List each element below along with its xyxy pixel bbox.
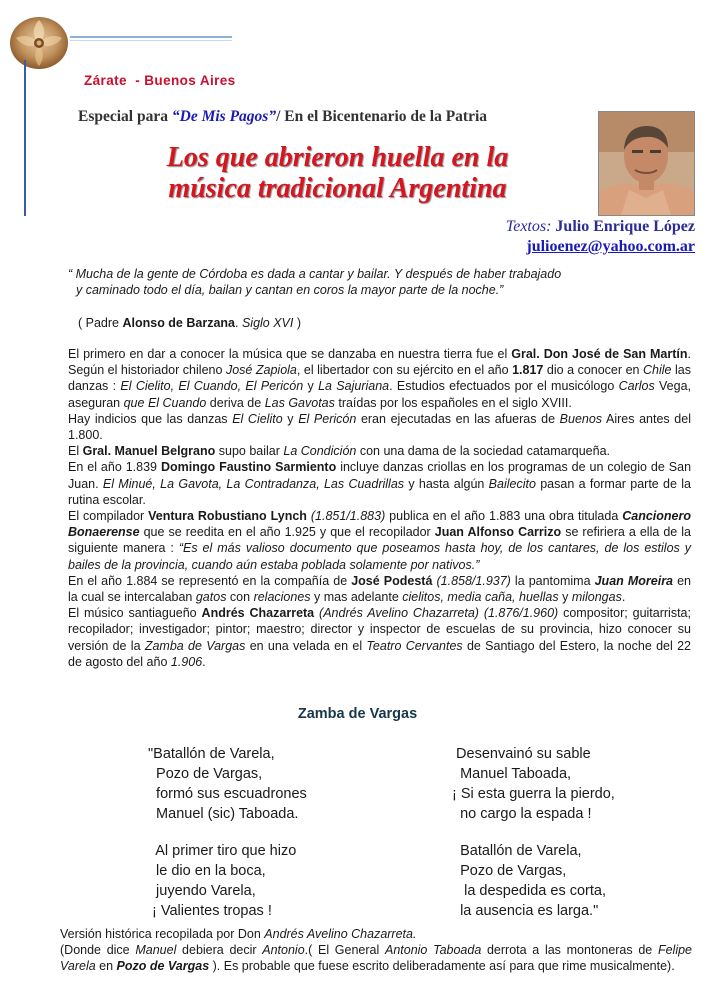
text-run: ). Es probable que fuese escrito deliberadamente así para que rime musicalmente). — [209, 959, 675, 973]
text-run: Chile — [643, 363, 672, 378]
text-run: El compilador — [68, 509, 149, 524]
text-run: Domingo Faustino Sarmiento — [160, 460, 337, 475]
text-run: Juan Alfonso Carrizo — [434, 525, 562, 540]
location-heading: Zárate - Buenos Aires — [84, 73, 236, 88]
text-run: . — [621, 590, 626, 605]
text-run: La Sajuriana — [318, 379, 390, 394]
text-run: (Andrés Avelino Chazarreta) (1.876/1.960) — [319, 606, 559, 621]
footnote-remark — [60, 942, 692, 974]
text-run: . Estudios efectuados por el musicólogo — [389, 379, 619, 394]
text-run: José Zapiola — [225, 363, 297, 378]
paragraph — [68, 346, 691, 411]
text-run: derrota a las montoneras de — [481, 943, 658, 957]
text-run: y — [558, 590, 572, 605]
citation-sep: . — [235, 316, 242, 330]
magazine-name: “De Mis Pagos” — [171, 108, 277, 125]
special-prefix: Especial para — [78, 108, 172, 125]
text-run: El — [68, 444, 83, 459]
text-run: .( El General — [304, 943, 385, 957]
text-run: El Pericón — [298, 411, 357, 426]
special-suffix: / En el Bicentenario de la Patria — [276, 108, 488, 125]
text-run: 1.817 — [512, 363, 544, 378]
text-run: 1.906 — [170, 654, 203, 669]
text-run: Ventura Robustiano Lynch — [148, 509, 307, 524]
text-run: . Según el historiador chileno — [68, 347, 691, 378]
article-title — [60, 142, 615, 204]
text-run: (1.851/1.883) — [310, 509, 386, 524]
epigraph-citation — [78, 316, 301, 330]
footnote-source — [60, 926, 692, 942]
text-run: En el año 1.839 — [68, 460, 161, 475]
text-run: En el año 1.884 se representó en la compañía de — [68, 573, 352, 588]
text-run: relaciones — [253, 590, 311, 605]
text-run: Gral. Don José de San Martín — [511, 347, 688, 361]
paragraph — [68, 573, 691, 605]
text-run: deriva de — [206, 395, 265, 410]
text-run: y — [282, 411, 299, 426]
citation-author: Alonso de Barzana — [122, 316, 235, 330]
text-run: Buenos — [559, 411, 603, 426]
text-run: Hay indicios que las danzas — [68, 411, 233, 426]
text-run: milongas — [571, 590, 622, 605]
citation-open: ( Padre — [78, 316, 123, 330]
text-run: incluye danzas criollas en los programas de un colegio de San Juan. — [68, 460, 692, 491]
text-run: en una velada en el — [245, 638, 367, 653]
citation-period: Siglo XVI — [241, 316, 294, 330]
text-run: Aires antes del 1.800. — [68, 411, 691, 443]
text-run: . — [202, 654, 206, 669]
text-run: Las Gavotas — [264, 395, 335, 410]
text-run: Zamba de Vargas — [144, 638, 246, 653]
text-run: Pozo de Vargas — [116, 959, 210, 973]
paragraph — [68, 459, 691, 508]
text-run: La Condición — [283, 444, 357, 459]
paragraph — [68, 411, 691, 443]
epigraph-line-1: “ Mucha de la gente de Córdoba es dada a cantar y bailar. Y después de haber trabajado — [68, 267, 562, 281]
text-run: Andrés Avelino Chazarreta. — [264, 927, 417, 941]
poem-stanza: Batallón de Varela, Pozo de Vargas, la despedida es corta, la ausencia es larga." — [460, 843, 606, 919]
poem-title: Zamba de Vargas — [297, 706, 418, 722]
text-run: Juan Moreira — [594, 573, 674, 588]
text-run: Carlos — [618, 379, 655, 394]
paragraph — [68, 605, 691, 670]
footnote — [60, 926, 692, 974]
text-run: que se reedita en el año 1.925 y que el recopilador — [139, 525, 435, 540]
text-run: José Podestá — [351, 573, 433, 588]
text-run: , el libertador con su ejército en el año — [296, 363, 513, 378]
text-run: Bailecito — [488, 476, 536, 491]
text-run: Antonio — [262, 943, 305, 957]
decorative-horizontal-line-thin — [70, 40, 232, 41]
text-run: cielitos, media caña, huellas — [402, 590, 559, 605]
text-run: publica en el año 1.883 una obra titulada — [385, 509, 623, 524]
article-body — [68, 346, 691, 670]
author-credit — [506, 218, 695, 236]
text-run: con — [226, 590, 254, 605]
text-run: se refiriera a ella de la siguiente manera : — [68, 525, 692, 556]
text-run: dio a conocer en — [543, 363, 643, 378]
text-run: eran ejecutadas en las afueras de — [356, 411, 560, 426]
text-run: El músico santiagueño — [68, 606, 202, 621]
author-label: Textos: — [505, 218, 552, 235]
text-run: que El Cuando — [123, 395, 207, 410]
text-run: Teatro Cervantes — [366, 638, 463, 653]
text-run: en la cual se intercalaban — [68, 573, 691, 605]
poem-stanza: Desenvainó su sable Manuel Taboada, ¡ Si esta guerra la pierdo, no cargo la espada ! — [452, 746, 615, 822]
text-run: con una dama de la sociedad catamarqueña. — [356, 444, 610, 459]
text-run: Manuel — [135, 943, 177, 957]
decorative-vertical-line — [24, 60, 26, 216]
paragraph — [68, 508, 691, 573]
text-run: gatos — [195, 590, 227, 605]
epigraph-quote — [68, 266, 668, 298]
text-run: Felipe Varela — [60, 943, 692, 973]
text-run: traídas por los españoles en el siglo XVIII. — [334, 395, 572, 410]
text-run: las danzas : — [68, 363, 692, 394]
text-run: Versión histórica recopilada por Don — [60, 927, 265, 941]
text-run: (1.858/1.937) — [436, 573, 511, 588]
text-run: El primero en dar a conocer la música que se danzaba en nuestra tierra fue el — [68, 347, 512, 361]
text-run: El Minué, La Gavota, La Contradanza, Las Cuadrillas — [102, 476, 405, 491]
text-run: Vega, aseguran — [68, 379, 692, 410]
author-email-link[interactable]: julioenez@yahoo.com.ar — [526, 238, 695, 255]
text-run: El Cielito — [232, 411, 283, 426]
text-run: El Cielito, El Cuando, El Pericón — [120, 379, 304, 394]
text-run: compositor; guitarrista; recopilador; investigador; pintor; maestro; director y inspector de escuelas de su provincia, hizo conocer su versión de la — [68, 606, 691, 653]
title-line-1: Los que abrieron huella en la — [166, 142, 509, 173]
rosette-logo-icon — [8, 14, 70, 72]
paragraph — [68, 443, 691, 459]
author-name: Julio Enrique López — [555, 218, 695, 235]
text-run: (Donde dice — [60, 943, 136, 957]
text-run: en — [95, 959, 117, 973]
poem-stanza: Al primer tiro que hizo le dio en la boca, juyendo Varela, ¡ Valientes tropas ! — [152, 843, 297, 919]
rosette-logo — [8, 14, 70, 72]
text-run: Cancionero Bonaerense — [68, 509, 691, 540]
special-edition-line — [78, 108, 487, 126]
text-run: Gral. Manuel Belgrano — [82, 444, 216, 459]
text-run: de Santiago del Estero, la noche del 22 de agosto del año — [68, 638, 691, 669]
decorative-horizontal-line — [70, 36, 232, 38]
text-run: Antonio Taboada — [384, 943, 482, 957]
text-run: pasan a formar parte de la rutina escolar. — [68, 476, 691, 507]
text-run: la pantomima — [510, 573, 595, 588]
text-run: y hasta algún — [404, 476, 489, 491]
text-run: supo bailar — [215, 444, 284, 459]
text-run: Andrés Chazarreta — [201, 606, 315, 621]
poem-stanza: "Batallón de Varela, Pozo de Vargas, formó sus escuadrones Manuel (sic) Taboada. — [148, 746, 307, 822]
author-portrait-icon — [599, 112, 694, 215]
text-run: “Es el más valioso documento que poseamos hasta hoy, de los cantares, de los estilos y bailes de la provincia, cuando aún estaba poblada solamente por nativos.” — [68, 541, 691, 572]
text-run: debiera decir — [176, 943, 263, 957]
citation-close: ) — [293, 316, 302, 330]
title-line-2: música tradicional Argentina — [168, 173, 507, 204]
epigraph-line-2: y caminado todo el día, bailan y cantan en coros la mayor parte de la noche.” — [76, 283, 504, 297]
text-run: y — [303, 379, 319, 394]
text-run: y mas adelante — [310, 590, 403, 605]
author-photo — [598, 111, 695, 216]
